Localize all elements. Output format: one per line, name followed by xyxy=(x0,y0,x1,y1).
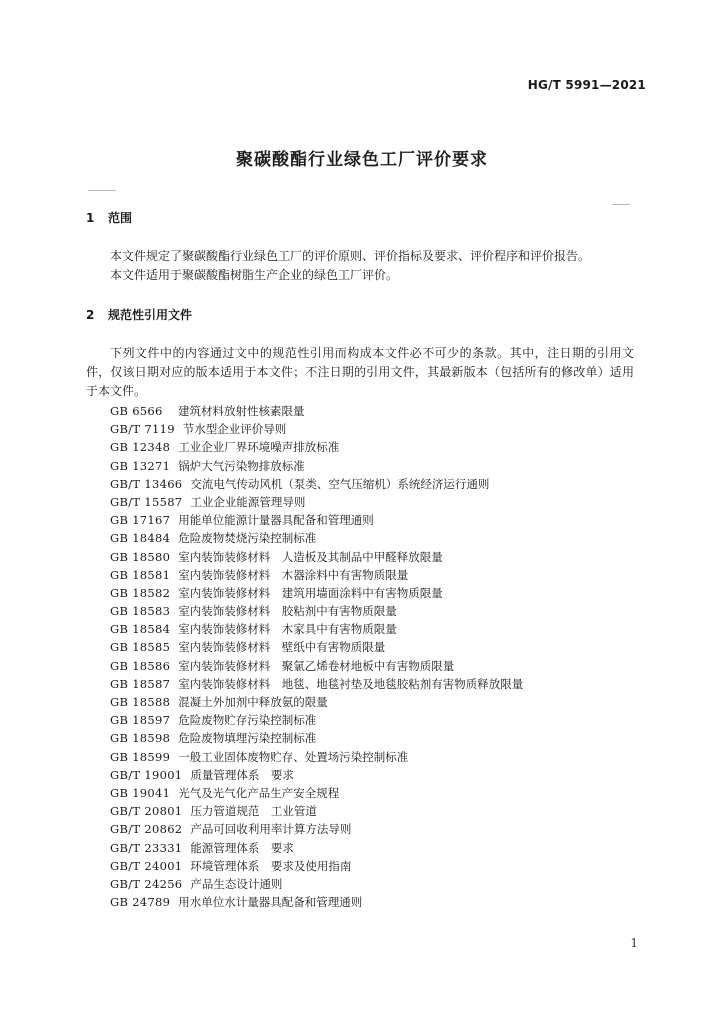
reference-code: GB 18588 xyxy=(110,695,171,709)
reference-code: GB/T 20801 xyxy=(110,804,183,819)
reference-title: 室内装饰装修材料 聚氯乙烯卷材地板中有害物质限量 xyxy=(178,658,455,673)
reference-title: 产品可回收利用率计算方法导则 xyxy=(190,822,352,837)
reference-title: 室内装饰装修材料 建筑用墙面涂料中有害物质限量 xyxy=(178,585,443,600)
reference-item xyxy=(110,620,523,638)
reference-code: GB 6566 xyxy=(110,404,163,418)
reference-title: 危险废物焚烧污染控制标准 xyxy=(178,531,317,546)
reference-code: GB/T 7119 xyxy=(110,422,175,437)
reference-title: 混凝土外加剂中释放氨的限量 xyxy=(178,695,328,709)
section-1-number: 1 xyxy=(86,211,95,225)
reference-code: GB/T 13466 xyxy=(110,476,183,491)
reference-item xyxy=(110,784,523,802)
reference-item xyxy=(110,893,523,911)
reference-item xyxy=(110,711,523,729)
reference-code: GB/T 24256 xyxy=(110,876,183,891)
reference-item xyxy=(110,475,523,493)
reference-title: 室内装饰装修材料 人造板及其制品中甲醛释放限量 xyxy=(178,549,443,564)
reference-code: GB 13271 xyxy=(110,458,171,473)
scan-artifact-right xyxy=(612,204,630,205)
reference-list xyxy=(110,402,523,911)
reference-code: GB 19041 xyxy=(110,785,171,800)
reference-code: GB 18584 xyxy=(110,622,171,637)
reference-code: GB 18580 xyxy=(110,549,171,564)
reference-item xyxy=(110,875,523,893)
reference-code: GB 18582 xyxy=(110,585,171,600)
reference-item xyxy=(110,457,523,475)
page-number: 1 xyxy=(630,936,638,950)
reference-title: 压力管道规范 工业管道 xyxy=(190,804,317,819)
scope-paragraph-1: 本文件规定了聚碳酸酯行业绿色工厂的评价原则、评价指标及要求、评价程序和评价报告。 xyxy=(110,249,591,263)
reference-code: GB 18599 xyxy=(110,749,171,764)
reference-title: 质量管理体系 要求 xyxy=(190,767,294,782)
reference-title: 用能单位能源计量器具配备和管理通则 xyxy=(178,513,374,528)
reference-item xyxy=(110,729,523,747)
reference-item xyxy=(110,657,523,675)
scope-paragraph-2: 本文件适用于聚碳酸酯树脂生产企业的绿色工厂评价。 xyxy=(110,268,399,282)
section-1-title: 范围 xyxy=(108,211,133,225)
reference-code: GB/T 20862 xyxy=(110,822,183,837)
reference-code: GB/T 15587 xyxy=(110,494,183,509)
reference-title: 环境管理体系 要求及使用指南 xyxy=(190,858,352,873)
reference-item xyxy=(110,438,523,456)
scan-artifact-left xyxy=(88,190,116,191)
reference-item xyxy=(110,839,523,857)
reference-item xyxy=(110,820,523,838)
reference-item xyxy=(110,511,523,529)
reference-item xyxy=(110,675,523,693)
reference-title: 用水单位水计量器具配备和管理通则 xyxy=(178,895,363,910)
document-title: 聚碳酸酯行业绿色工厂评价要求 xyxy=(236,150,488,170)
section-1-heading xyxy=(86,209,132,226)
reference-title: 锅炉大气污染物排放标准 xyxy=(178,458,305,473)
reference-code: GB 18583 xyxy=(110,604,171,619)
reference-item xyxy=(110,529,523,547)
reference-title: 节水型企业评价导则 xyxy=(182,422,287,437)
reference-code: GB 17167 xyxy=(110,513,171,528)
reference-title: 产品生态设计通则 xyxy=(190,876,283,891)
reference-code: GB 24789 xyxy=(110,895,171,910)
reference-title: 光气及光气化产品生产安全规程 xyxy=(178,785,340,800)
reference-item xyxy=(110,548,523,566)
reference-item xyxy=(110,638,523,656)
reference-code: GB 18598 xyxy=(110,731,171,746)
reference-title: 建筑材料放射性核素限量 xyxy=(178,404,305,418)
reference-item xyxy=(110,748,523,766)
reference-code: GB 18597 xyxy=(110,713,171,728)
reference-item xyxy=(110,566,523,584)
section-2-title: 规范性引用文件 xyxy=(108,308,193,322)
reference-title: 室内装饰装修材料 胶粘剂中有害物质限量 xyxy=(178,604,397,619)
section-2-heading xyxy=(86,306,192,323)
reference-item xyxy=(110,857,523,875)
reference-title: 危险废物贮存污染控制标准 xyxy=(178,713,317,728)
reference-code: GB/T 24001 xyxy=(110,858,183,873)
reference-title: 一般工业固体废物贮存、处置场污染控制标准 xyxy=(178,749,409,764)
reference-title: 室内装饰装修材料 木器涂料中有害物质限量 xyxy=(178,567,409,582)
reference-title: 交流电气传动风机（泵类、空气压缩机）系统经济运行通则 xyxy=(190,476,490,491)
reference-code: GB 12348 xyxy=(110,440,171,455)
reference-title: 室内装饰装修材料 地毯、地毯衬垫及地毯胶粘剂有害物质释放限量 xyxy=(178,676,524,691)
reference-title: 能源管理体系 要求 xyxy=(190,840,294,855)
reference-title: 室内装饰装修材料 壁纸中有害物质限量 xyxy=(178,640,386,655)
reference-title: 工业企业厂界环境噪声排放标准 xyxy=(178,440,340,455)
normative-references-intro: 下列文件中的内容通过文中的规范性引用而构成本文件必不可少的条款。其中，注日期的引用文件，仅该日期对应的版本适用于本文件；不注日期的引用文件，其最新版本（包括所有的修改单）适用于本文件。 xyxy=(86,346,634,398)
reference-item xyxy=(110,766,523,784)
reference-item xyxy=(110,584,523,602)
reference-code: GB 18585 xyxy=(110,640,171,655)
section-2-number: 2 xyxy=(86,308,95,322)
reference-title: 工业企业能源管理导则 xyxy=(190,494,306,509)
reference-code: GB 18484 xyxy=(110,531,171,546)
reference-title: 室内装饰装修材料 木家具中有害物质限量 xyxy=(178,622,397,637)
reference-code: GB 18586 xyxy=(110,658,171,673)
reference-title: 危险废物填埋污染控制标准 xyxy=(178,731,317,746)
reference-item xyxy=(110,693,523,711)
reference-code: GB/T 23331 xyxy=(110,840,183,855)
reference-code: GB 18587 xyxy=(110,676,171,691)
reference-item xyxy=(110,402,523,420)
reference-item xyxy=(110,802,523,820)
reference-code: GB/T 19001 xyxy=(110,767,183,782)
reference-item xyxy=(110,602,523,620)
reference-item xyxy=(110,420,523,438)
standard-code: HG/T 5991—2021 xyxy=(527,78,646,92)
reference-item xyxy=(110,493,523,511)
reference-code: GB 18581 xyxy=(110,567,171,582)
